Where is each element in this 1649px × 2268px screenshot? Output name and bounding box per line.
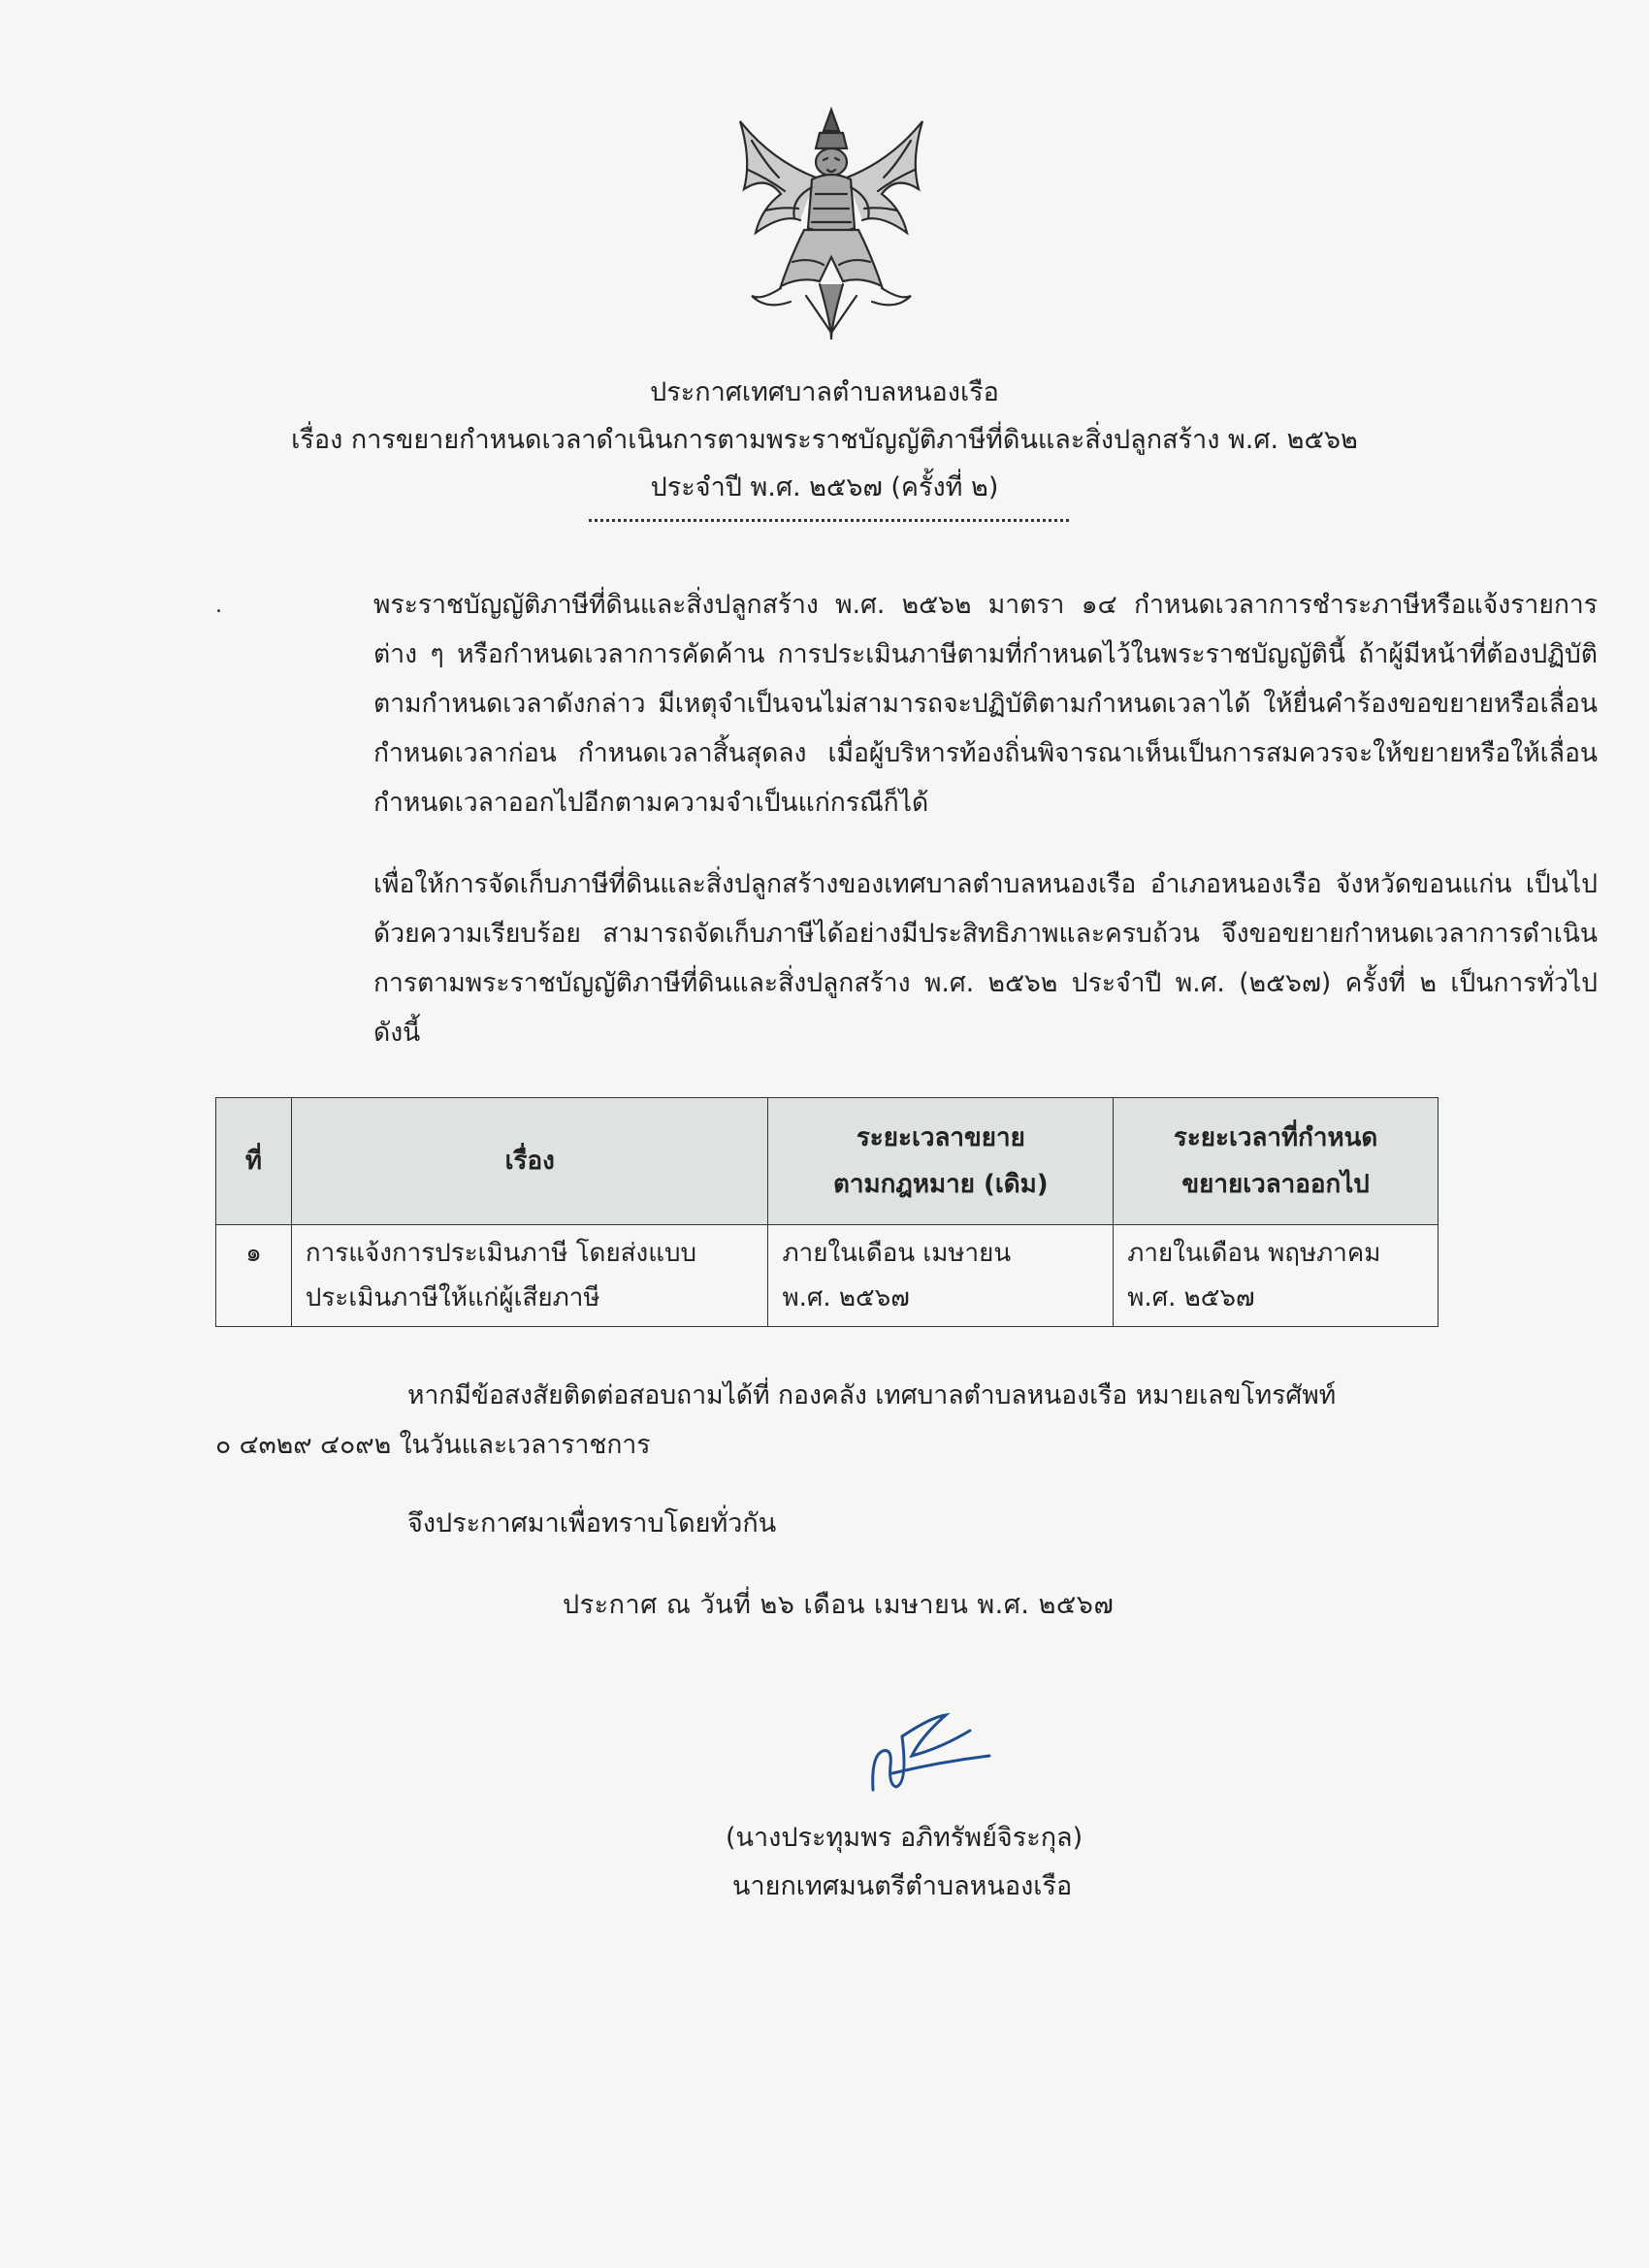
header-extended-line2: ขยายเวลาออกไป (1181, 1170, 1370, 1199)
header-no: ที่ (216, 1098, 292, 1225)
row-subject-line2: ประเมินภาษีให้แก่ผู้เสียภาษี (305, 1283, 600, 1312)
table-header-row (216, 1098, 1439, 1225)
row-extended-period (1114, 1225, 1439, 1327)
row-extended-line2: พ.ศ. ๒๕๖๗ (1127, 1283, 1255, 1312)
contact-line2: ๐ ๔๓๒๙ ๔๐๙๒ ในวันและเวลาราชการ (215, 1430, 651, 1460)
closing-statement: จึงประกาศมาเพื่อทราบโดยทั่วกัน (407, 1508, 777, 1539)
notice-year: ประจำปี พ.ศ. ๒๕๖๗ (ครั้งที่ ๒) (650, 472, 999, 502)
dotted-divider (589, 519, 1069, 522)
row-subject-line1: การแจ้งการประเมินภาษี โดยส่งแบบ (305, 1239, 697, 1268)
announcement-date: ประกาศ ณ วันที่ ๒๖ เดือน เมษายน พ.ศ. ๒๕๖๗ (563, 1590, 1115, 1620)
header-extended-period (1114, 1098, 1439, 1225)
notice-subject: เรื่อง การขยายกำหนดเวลาดำเนินการตามพระราชบัญญัติภาษีที่ดินและสิ่งปลูกสร้าง พ.ศ. ๒๕๖๒ (291, 425, 1358, 455)
row-original-line2: พ.ศ. ๒๕๖๗ (782, 1283, 910, 1312)
row-original-period (768, 1225, 1114, 1327)
contact-line1: หากมีข้อสงสัยติดต่อสอบถามได้ที่ กองคลัง เทศบาลตำบลหนองเรือ หมายเลขโทรศัพท์ (407, 1380, 1337, 1410)
row-extended-line1: ภายในเดือน พฤษภาคม (1127, 1239, 1381, 1268)
notice-title: ประกาศเทศบาลตำบลหนองเรือ (650, 377, 999, 407)
signer-position: นายกเทศมนตรีตำบลหนองเรือ (732, 1871, 1073, 1901)
extension-table (215, 1097, 1439, 1327)
row-subject (291, 1225, 768, 1327)
header-original-line1: ระยะเวลาขยาย (856, 1123, 1025, 1152)
table-row (216, 1225, 1439, 1327)
header-extended-line1: ระยะเวลาที่กำหนด (1173, 1123, 1378, 1152)
header-subject: เรื่อง (291, 1098, 768, 1225)
garuda-emblem-icon (723, 102, 941, 344)
header-original-period (768, 1098, 1114, 1225)
row-no: ๑ (216, 1225, 292, 1327)
contact-paragraph (215, 1371, 1439, 1470)
paragraph-law-reference: พระราชบัญญัติภาษีที่ดินและสิ่งปลูกสร้าง พ.ศ. ๒๕๖๒ มาตรา ๑๔ กำหนดเวลาการชำระภาษีหรือแจ้งรายการต่าง ๆ หรือกำหนดเวลาการคัดค้าน การประเมินภาษีตามที่กำหนดไว้ในพระราชบัญญัตินี้ ถ้าผู้มีหน้าที่ต้องปฏิบัติตามกำหนดเวลาดังกล่าว มีเหตุจำเป็นจนไม่สามารถจะปฏิบัติตามกำหนดเวลาได้ ให้ยื่นคำร้องขอขยายหรือเลื่อนกำหนดเวลาก่อน กำหนดเวลาสิ้นสุดลง เมื่อผู้บริหารท้องถิ่นพิจารณาเห็นเป็นการสมควรจะให้ขยายหรือให้เลื่อน กำหนดเวลาออกไปอีกตามความจำเป็นแก่กรณีก็ได้ (373, 590, 1598, 818)
paragraph-purpose: เพื่อให้การจัดเก็บภาษีที่ดินและสิ่งปลูกสร้างของเทศบาลตำบลหนองเรือ อำเภอหนองเรือ จังหวัดขอนแก่น เป็นไปด้วยความเรียบร้อย สามารถจัดเก็บภาษีได้อย่างมีประสิทธิภาพและครบถ้วน จึงขอขยายกำหนดเวลาการดำเนินการตามพระราชบัญญัติภาษีที่ดินและสิ่งปลูกสร้าง พ.ศ. ๒๕๖๒ ประจำปี พ.ศ. (๒๕๖๗) ครั้งที่ ๒ เป็นการทั่วไป ดังนี้ (373, 869, 1598, 1048)
header-original-line2: ตามกฎหมาย (เดิม) (833, 1170, 1049, 1199)
handwritten-signature (854, 1698, 999, 1804)
row-original-line1: ภายในเดือน เมษายน (782, 1239, 1012, 1268)
signer-name: (นางประทุมพร อภิทรัพย์จิระกุล) (726, 1823, 1083, 1853)
stray-mark: . (215, 594, 222, 618)
